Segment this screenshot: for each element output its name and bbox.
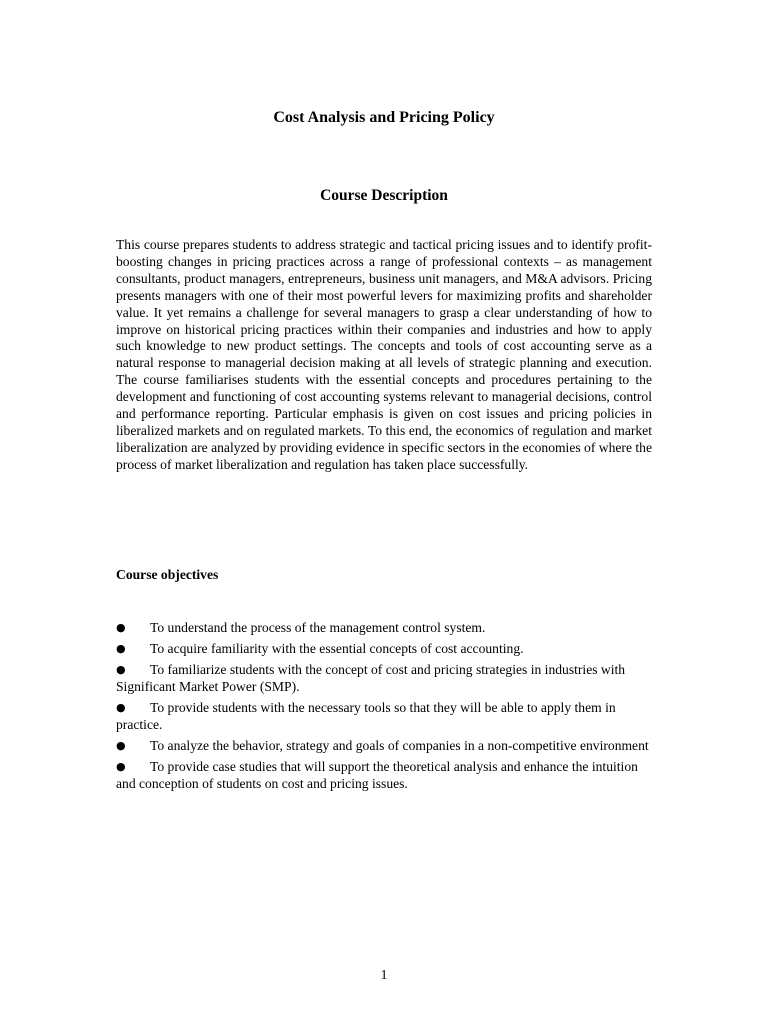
- objectives-list: [116, 619, 656, 796]
- objective-item: [116, 699, 656, 733]
- objective-text: To acquire familiarity with the essential concepts of cost accounting.: [150, 641, 524, 656]
- objective-item: [116, 619, 656, 636]
- objective-text: To familiarize students with the concept of cost and pricing strategies in industries with Significant Market Power (SMP).: [116, 662, 626, 694]
- page-number: 1: [380, 967, 388, 982]
- objectives-heading: Course objectives: [116, 567, 219, 582]
- document-title: Cost Analysis and Pricing Policy: [273, 109, 495, 126]
- bullet-icon: ●: [116, 760, 126, 773]
- objective-text: To understand the process of the management control system.: [150, 620, 486, 635]
- objective-item: [116, 737, 656, 754]
- objective-item: [116, 661, 656, 695]
- objective-item: [116, 758, 656, 792]
- section-title: Course Description: [320, 187, 448, 204]
- bullet-icon: ●: [116, 663, 126, 676]
- objective-text: To analyze the behavior, strategy and goals of companies in a non-competitive environment: [150, 738, 649, 753]
- bullet-icon: ●: [116, 621, 126, 634]
- bullet-icon: ●: [116, 642, 126, 655]
- objective-text: To provide case studies that will support the theoretical analysis and enhance the intuition and conception of students on cost and pricing issues.: [116, 759, 638, 791]
- bullet-icon: ●: [116, 701, 126, 714]
- bullet-icon: ●: [116, 739, 126, 752]
- objective-text: To provide students with the necessary tools so that they will be able to apply them in practice.: [116, 700, 616, 732]
- course-description-paragraph: This course prepares students to address strategic and tactical pricing issues and to identify profit-boosting changes in pricing practices across a range of professional contexts – as management consultants, product managers, entrepreneurs, business unit managers, and M&A advisors. Pricing presents managers with one of their most powerful levers for maximizing profits and shareholder value. It yet remains a challenge for several managers to grasp a clear understanding of how to improve on historical pricing practices within their companies and industries and how to apply such knowledge to new product settings. The concepts and tools of cost accounting serve as a natural response to managerial decision making at all levels of strategic planning and execution. The course familiarises students with the essential concepts and procedures pertaining to the development and functioning of cost accounting systems relevant to managerial decisions, control and performance reporting. Particular emphasis is given on cost issues and pricing policies in liberalized markets and on regulated markets. To this end, the economics of regulation and market liberalization are analyzed by providing evidence in specific sectors in the economies of where the process of market liberalization and regulation has taken place successfully.: [116, 237, 652, 472]
- objective-item: [116, 640, 656, 657]
